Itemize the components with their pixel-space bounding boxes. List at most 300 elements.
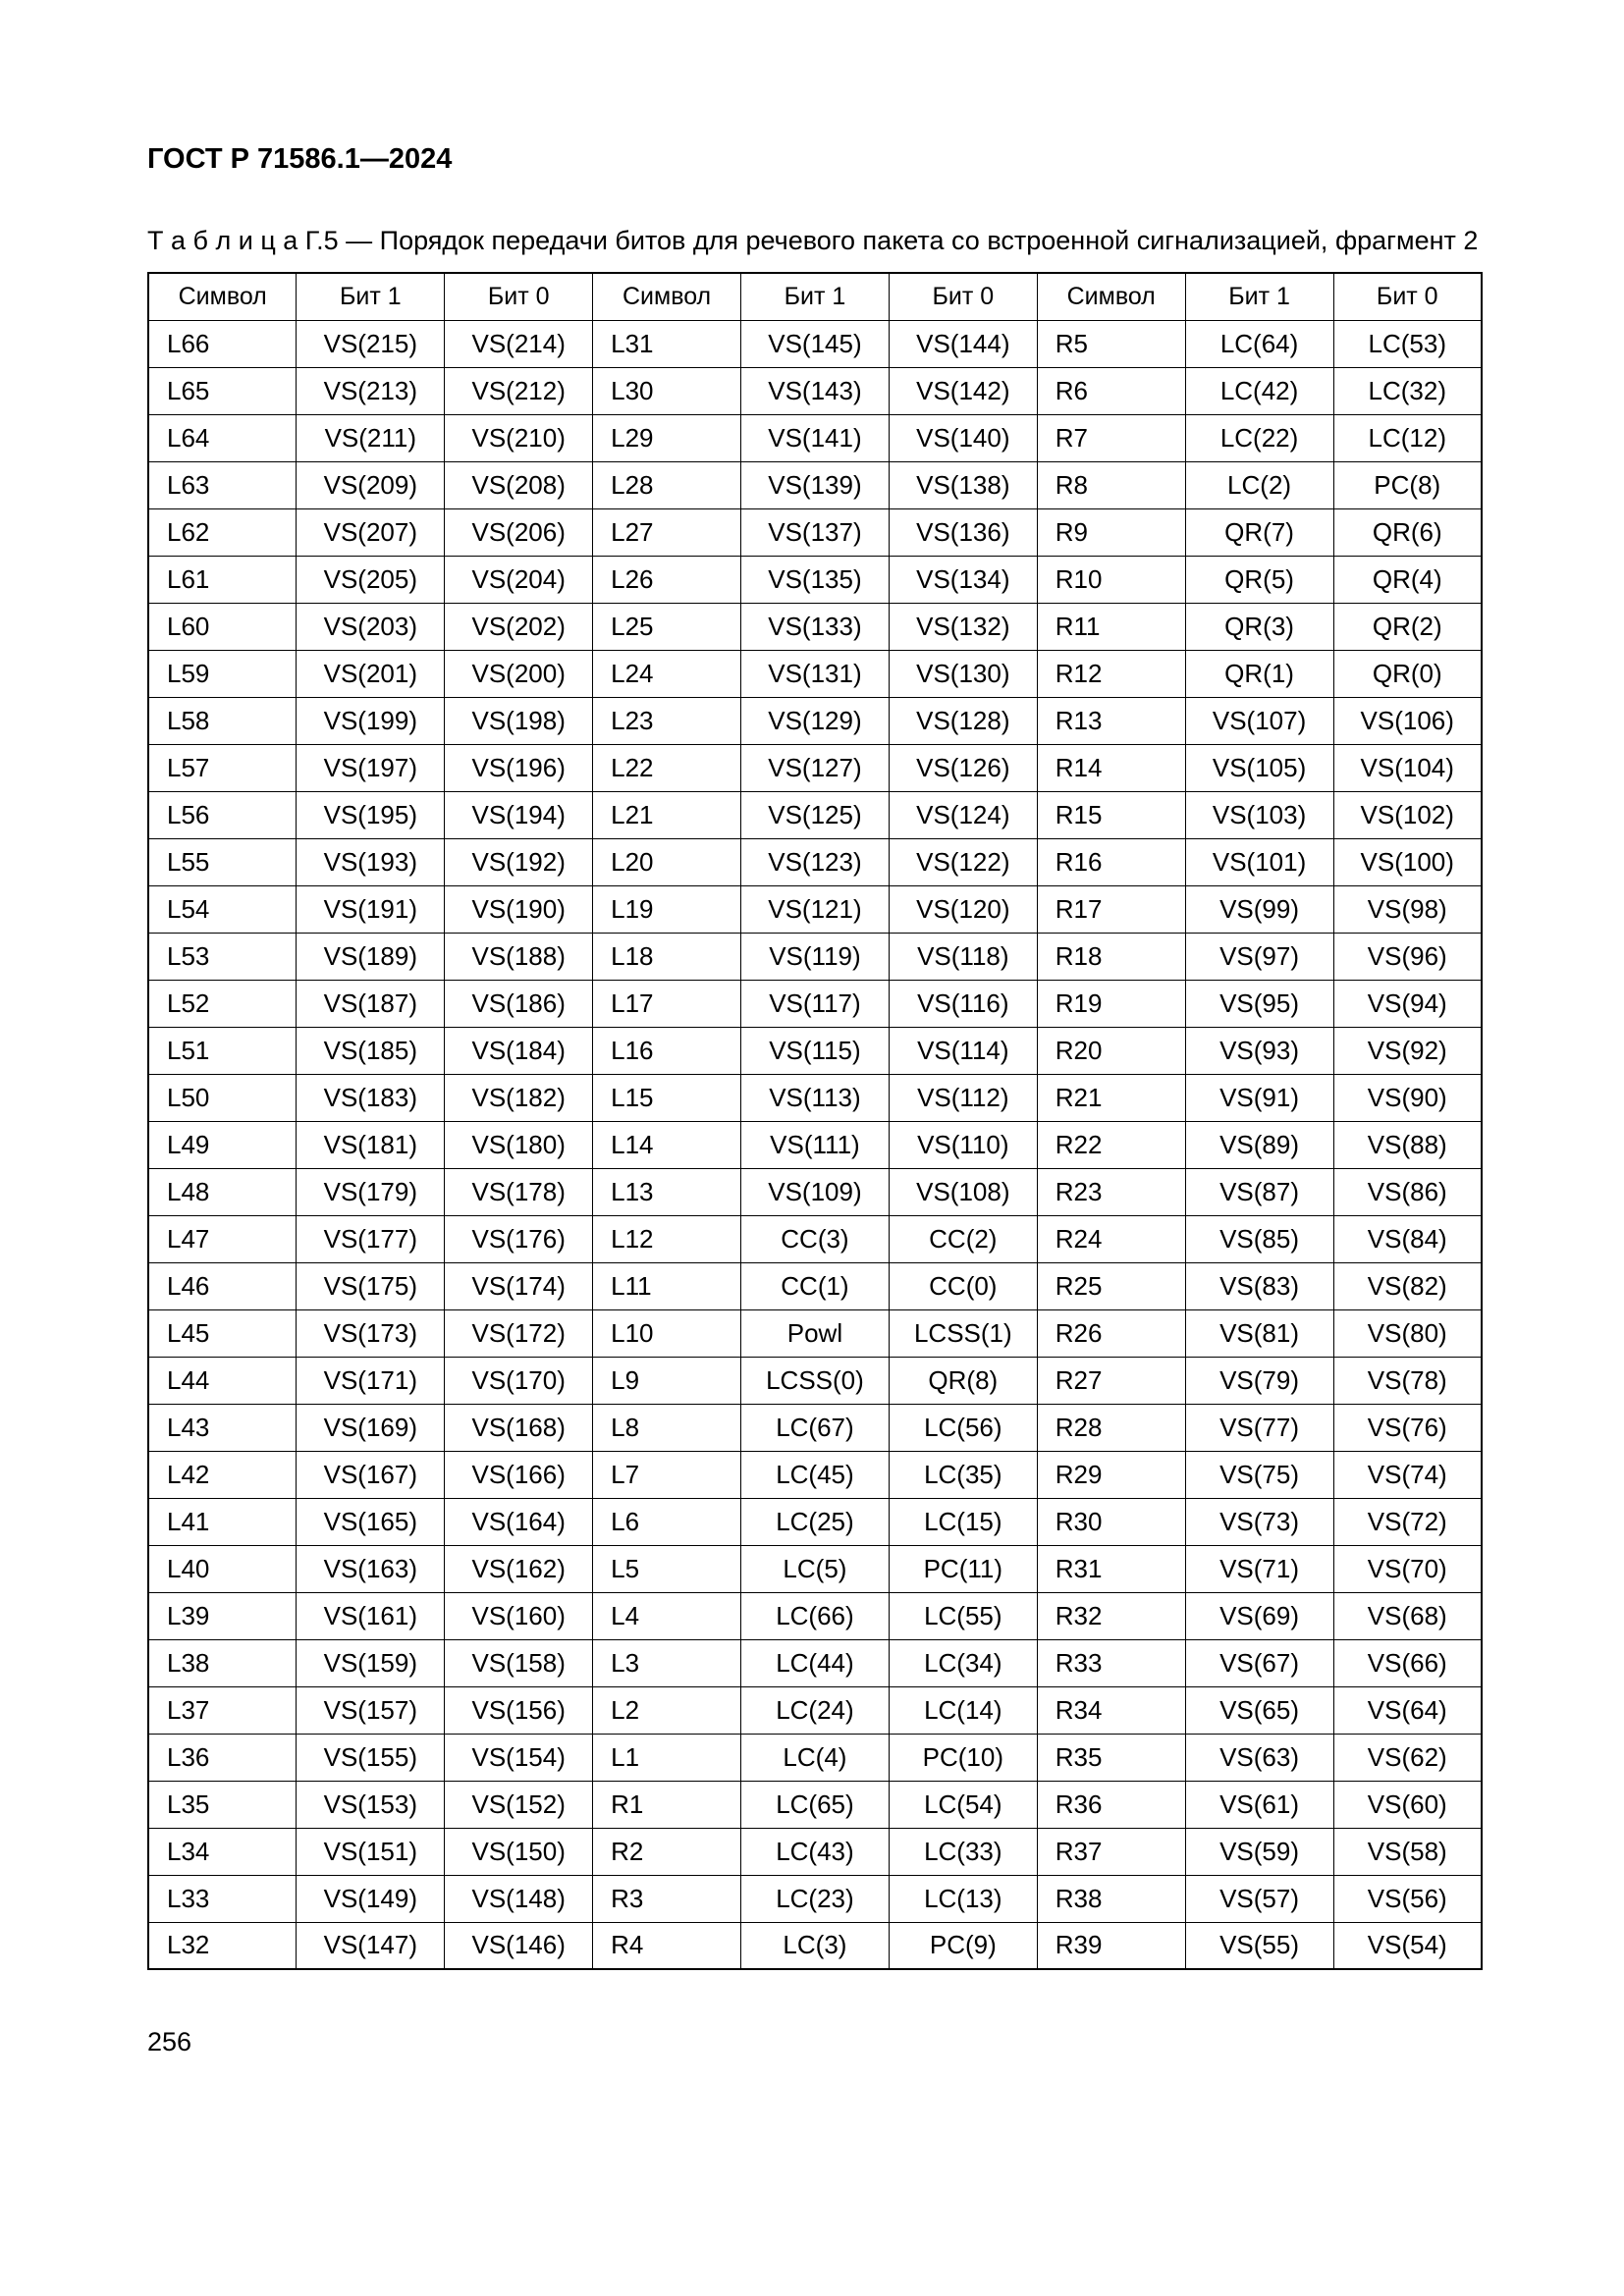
table-row <box>148 603 1482 650</box>
symbol-cell: L66 <box>148 320 297 367</box>
symbol-cell: R39 <box>1037 1922 1185 1969</box>
bit-cell: VS(105) <box>1185 744 1333 791</box>
symbol-cell: R25 <box>1037 1262 1185 1309</box>
bit-cell: VS(65) <box>1185 1686 1333 1734</box>
bit-cell: VS(145) <box>741 320 890 367</box>
bit-cell: VS(157) <box>297 1686 445 1734</box>
symbol-cell: L37 <box>148 1686 297 1734</box>
bit-cell: VS(171) <box>297 1357 445 1404</box>
symbol-cell: L33 <box>148 1875 297 1922</box>
bit-cell: VS(78) <box>1333 1357 1482 1404</box>
bit-cell: LC(66) <box>741 1592 890 1639</box>
bit-cell: VS(114) <box>889 1027 1037 1074</box>
bit-cell: VS(150) <box>445 1828 593 1875</box>
bit-cell: VS(75) <box>1185 1451 1333 1498</box>
bit-cell: LC(43) <box>741 1828 890 1875</box>
bit-cell: VS(73) <box>1185 1498 1333 1545</box>
symbol-cell: L46 <box>148 1262 297 1309</box>
bit-cell: VS(151) <box>297 1828 445 1875</box>
bit-cell: QR(6) <box>1333 508 1482 556</box>
bit-cell: VS(166) <box>445 1451 593 1498</box>
bit-cell: VS(215) <box>297 320 445 367</box>
table-row <box>148 556 1482 603</box>
table-row <box>148 1828 1482 1875</box>
symbol-cell: R22 <box>1037 1121 1185 1168</box>
table-row <box>148 1639 1482 1686</box>
bit-cell: CC(1) <box>741 1262 890 1309</box>
bit-cell: VS(130) <box>889 650 1037 697</box>
bit-cell: VS(146) <box>445 1922 593 1969</box>
bit-cell: VS(120) <box>889 885 1037 933</box>
bit-cell: VS(162) <box>445 1545 593 1592</box>
table-row <box>148 1498 1482 1545</box>
symbol-cell: L31 <box>593 320 741 367</box>
symbol-cell: L21 <box>593 791 741 838</box>
table-row <box>148 320 1482 367</box>
symbol-cell: L10 <box>593 1309 741 1357</box>
symbol-cell: R31 <box>1037 1545 1185 1592</box>
symbol-cell: L16 <box>593 1027 741 1074</box>
bit-cell: VS(84) <box>1333 1215 1482 1262</box>
symbol-cell: R33 <box>1037 1639 1185 1686</box>
bit-cell: VS(61) <box>1185 1781 1333 1828</box>
bit-cell: VS(66) <box>1333 1639 1482 1686</box>
symbol-cell: L17 <box>593 980 741 1027</box>
bit-cell: VS(135) <box>741 556 890 603</box>
symbol-cell: L11 <box>593 1262 741 1309</box>
bit-cell: VS(191) <box>297 885 445 933</box>
bit-cell: VS(57) <box>1185 1875 1333 1922</box>
bit-cell: VS(211) <box>297 414 445 461</box>
bit-cell: VS(103) <box>1185 791 1333 838</box>
bit-cell: VS(129) <box>741 697 890 744</box>
bit-cell: VS(192) <box>445 838 593 885</box>
symbol-cell: L39 <box>148 1592 297 1639</box>
bit-cell: LC(5) <box>741 1545 890 1592</box>
bit-cell: PC(10) <box>889 1734 1037 1781</box>
bit-cell: VS(104) <box>1333 744 1482 791</box>
bit-cell: VS(198) <box>445 697 593 744</box>
bit-cell: LCSS(0) <box>741 1357 890 1404</box>
bit-cell: LC(45) <box>741 1451 890 1498</box>
bit-cell: VS(168) <box>445 1404 593 1451</box>
column-header: Бит 0 <box>445 273 593 320</box>
symbol-cell: L54 <box>148 885 297 933</box>
table-row <box>148 414 1482 461</box>
bit-cell: VS(180) <box>445 1121 593 1168</box>
symbol-cell: L2 <box>593 1686 741 1734</box>
symbol-cell: L47 <box>148 1215 297 1262</box>
bit-cell: VS(182) <box>445 1074 593 1121</box>
bit-cell: VS(206) <box>445 508 593 556</box>
bit-cell: VS(87) <box>1185 1168 1333 1215</box>
column-header: Бит 0 <box>1333 273 1482 320</box>
bit-cell: VS(126) <box>889 744 1037 791</box>
symbol-cell: L32 <box>148 1922 297 1969</box>
symbol-cell: L50 <box>148 1074 297 1121</box>
bit-cell: LC(2) <box>1185 461 1333 508</box>
bit-cell: VS(67) <box>1185 1639 1333 1686</box>
bit-cell: VS(167) <box>297 1451 445 1498</box>
bit-cell: VS(178) <box>445 1168 593 1215</box>
bit-cell: VS(154) <box>445 1734 593 1781</box>
symbol-cell: L41 <box>148 1498 297 1545</box>
symbol-cell: R28 <box>1037 1404 1185 1451</box>
symbol-cell: L1 <box>593 1734 741 1781</box>
bit-cell: VS(128) <box>889 697 1037 744</box>
bit-cell: VS(195) <box>297 791 445 838</box>
bit-cell: LC(64) <box>1185 320 1333 367</box>
bit-cell: VS(63) <box>1185 1734 1333 1781</box>
bit-cell: VS(124) <box>889 791 1037 838</box>
symbol-cell: R16 <box>1037 838 1185 885</box>
symbol-cell: R37 <box>1037 1828 1185 1875</box>
symbol-cell: R19 <box>1037 980 1185 1027</box>
bit-cell: VS(108) <box>889 1168 1037 1215</box>
bit-cell: VS(69) <box>1185 1592 1333 1639</box>
bit-cell: VS(92) <box>1333 1027 1482 1074</box>
bit-cell: QR(4) <box>1333 556 1482 603</box>
bit-cell: VS(173) <box>297 1309 445 1357</box>
bit-cell: LC(12) <box>1333 414 1482 461</box>
table-row <box>148 461 1482 508</box>
bit-cell: VS(115) <box>741 1027 890 1074</box>
symbol-cell: L14 <box>593 1121 741 1168</box>
bit-cell: LC(56) <box>889 1404 1037 1451</box>
bit-cell: VS(134) <box>889 556 1037 603</box>
table-row <box>148 838 1482 885</box>
symbol-cell: L59 <box>148 650 297 697</box>
bit-cell: VS(164) <box>445 1498 593 1545</box>
bit-cell: VS(143) <box>741 367 890 414</box>
bit-cell: VS(101) <box>1185 838 1333 885</box>
symbol-cell: R34 <box>1037 1686 1185 1734</box>
bit-cell: VS(200) <box>445 650 593 697</box>
bit-cell: VS(123) <box>741 838 890 885</box>
column-header: Бит 1 <box>741 273 890 320</box>
bit-cell: VS(159) <box>297 1639 445 1686</box>
symbol-cell: L45 <box>148 1309 297 1357</box>
symbol-cell: R24 <box>1037 1215 1185 1262</box>
symbol-cell: L8 <box>593 1404 741 1451</box>
table-row <box>148 1074 1482 1121</box>
symbol-cell: R38 <box>1037 1875 1185 1922</box>
bit-cell: VS(55) <box>1185 1922 1333 1969</box>
column-header: Символ <box>593 273 741 320</box>
bit-cell: LC(44) <box>741 1639 890 1686</box>
bit-cell: VS(113) <box>741 1074 890 1121</box>
bit-cell: VS(141) <box>741 414 890 461</box>
symbol-cell: L13 <box>593 1168 741 1215</box>
bit-cell: VS(127) <box>741 744 890 791</box>
bit-cell: VS(186) <box>445 980 593 1027</box>
bit-cell: LC(55) <box>889 1592 1037 1639</box>
table-row <box>148 1168 1482 1215</box>
bit-cell: QR(3) <box>1185 603 1333 650</box>
bit-cell: VS(172) <box>445 1309 593 1357</box>
bit-cell: VS(81) <box>1185 1309 1333 1357</box>
symbol-cell: L27 <box>593 508 741 556</box>
symbol-cell: L30 <box>593 367 741 414</box>
bit-cell: VS(183) <box>297 1074 445 1121</box>
bit-cell: LC(24) <box>741 1686 890 1734</box>
symbol-cell: L20 <box>593 838 741 885</box>
bit-cell: VS(177) <box>297 1215 445 1262</box>
bit-cell: VS(142) <box>889 367 1037 414</box>
bit-cell: VS(188) <box>445 933 593 980</box>
symbol-cell: R26 <box>1037 1309 1185 1357</box>
table-row <box>148 1592 1482 1639</box>
bit-cell: VS(204) <box>445 556 593 603</box>
bit-cell: LC(53) <box>1333 320 1482 367</box>
bit-cell: LC(22) <box>1185 414 1333 461</box>
bit-cell: VS(93) <box>1185 1027 1333 1074</box>
bit-cell: QR(7) <box>1185 508 1333 556</box>
bit-cell: VS(179) <box>297 1168 445 1215</box>
bit-cell: VS(60) <box>1333 1781 1482 1828</box>
bit-cell: VS(136) <box>889 508 1037 556</box>
table-row <box>148 1922 1482 1969</box>
symbol-cell: R10 <box>1037 556 1185 603</box>
symbol-cell: L42 <box>148 1451 297 1498</box>
bit-cell: VS(152) <box>445 1781 593 1828</box>
bit-cell: VS(100) <box>1333 838 1482 885</box>
symbol-cell: L51 <box>148 1027 297 1074</box>
symbol-cell: L52 <box>148 980 297 1027</box>
bit-cell: VS(96) <box>1333 933 1482 980</box>
bit-cell: VS(94) <box>1333 980 1482 1027</box>
symbol-cell: R18 <box>1037 933 1185 980</box>
bit-cell: LC(4) <box>741 1734 890 1781</box>
bit-cell: VS(110) <box>889 1121 1037 1168</box>
bit-cell: LCSS(1) <box>889 1309 1037 1357</box>
symbol-cell: R3 <box>593 1875 741 1922</box>
bit-cell: VS(68) <box>1333 1592 1482 1639</box>
bit-cell: VS(131) <box>741 650 890 697</box>
symbol-cell: R35 <box>1037 1734 1185 1781</box>
bit-cell: VS(163) <box>297 1545 445 1592</box>
bit-cell: LC(67) <box>741 1404 890 1451</box>
bit-cell: LC(42) <box>1185 367 1333 414</box>
bit-cell: LC(14) <box>889 1686 1037 1734</box>
symbol-cell: R30 <box>1037 1498 1185 1545</box>
bit-cell: LC(65) <box>741 1781 890 1828</box>
bit-cell: VS(74) <box>1333 1451 1482 1498</box>
symbol-cell: L25 <box>593 603 741 650</box>
bit-cell: VS(133) <box>741 603 890 650</box>
bit-cell: VS(193) <box>297 838 445 885</box>
symbol-cell: L56 <box>148 791 297 838</box>
symbol-cell: L29 <box>593 414 741 461</box>
bit-cell: VS(202) <box>445 603 593 650</box>
table-caption <box>147 225 1483 256</box>
table-row <box>148 1027 1482 1074</box>
bit-cell: VS(207) <box>297 508 445 556</box>
symbol-cell: L65 <box>148 367 297 414</box>
bit-cell: VS(213) <box>297 367 445 414</box>
symbol-cell: R4 <box>593 1922 741 1969</box>
symbol-cell: R8 <box>1037 461 1185 508</box>
column-header: Бит 0 <box>889 273 1037 320</box>
bit-cell: VS(88) <box>1333 1121 1482 1168</box>
bit-cell: QR(5) <box>1185 556 1333 603</box>
symbol-cell: L57 <box>148 744 297 791</box>
table-row <box>148 1451 1482 1498</box>
bit-cell: VS(85) <box>1185 1215 1333 1262</box>
bit-cell: CC(0) <box>889 1262 1037 1309</box>
table-row <box>148 508 1482 556</box>
symbol-cell: R9 <box>1037 508 1185 556</box>
table-row <box>148 1686 1482 1734</box>
column-header: Бит 1 <box>297 273 445 320</box>
bit-cell: VS(153) <box>297 1781 445 1828</box>
table-row <box>148 697 1482 744</box>
symbol-cell: L23 <box>593 697 741 744</box>
bit-cell: PC(9) <box>889 1922 1037 1969</box>
symbol-cell: L5 <box>593 1545 741 1592</box>
bit-cell: VS(148) <box>445 1875 593 1922</box>
bit-cell: VS(98) <box>1333 885 1482 933</box>
bit-cell: QR(0) <box>1333 650 1482 697</box>
symbol-cell: L60 <box>148 603 297 650</box>
bit-cell: VS(71) <box>1185 1545 1333 1592</box>
bit-cell: VS(99) <box>1185 885 1333 933</box>
symbol-cell: L3 <box>593 1639 741 1686</box>
bit-cell: VS(187) <box>297 980 445 1027</box>
bit-cell: VS(169) <box>297 1404 445 1451</box>
table-row <box>148 1215 1482 1262</box>
bit-cell: QR(2) <box>1333 603 1482 650</box>
bit-cell: PC(11) <box>889 1545 1037 1592</box>
table-row <box>148 1545 1482 1592</box>
symbol-cell: L12 <box>593 1215 741 1262</box>
bit-cell: VS(116) <box>889 980 1037 1027</box>
bit-cell: VS(181) <box>297 1121 445 1168</box>
bit-cell: VS(144) <box>889 320 1037 367</box>
document-header: ГОСТ Р 71586.1—2024 <box>147 143 453 175</box>
bit-cell: VS(89) <box>1185 1121 1333 1168</box>
bit-cell: LC(32) <box>1333 367 1482 414</box>
bit-cell: CC(3) <box>741 1215 890 1262</box>
symbol-cell: L44 <box>148 1357 297 1404</box>
symbol-cell: L26 <box>593 556 741 603</box>
bit-cell: VS(121) <box>741 885 890 933</box>
bit-cell: VS(76) <box>1333 1404 1482 1451</box>
bit-cell: VS(165) <box>297 1498 445 1545</box>
bit-cell: LC(54) <box>889 1781 1037 1828</box>
bit-cell: VS(64) <box>1333 1686 1482 1734</box>
bit-cell: VS(83) <box>1185 1262 1333 1309</box>
symbol-cell: L58 <box>148 697 297 744</box>
bit-cell: VS(118) <box>889 933 1037 980</box>
bit-cell: LC(35) <box>889 1451 1037 1498</box>
table-body <box>148 320 1482 1969</box>
symbol-cell: L49 <box>148 1121 297 1168</box>
bit-cell: VS(185) <box>297 1027 445 1074</box>
symbol-cell: L19 <box>593 885 741 933</box>
bit-cell: VS(62) <box>1333 1734 1482 1781</box>
table-row <box>148 650 1482 697</box>
symbol-cell: R6 <box>1037 367 1185 414</box>
bit-cell: VS(70) <box>1333 1545 1482 1592</box>
symbol-cell: R14 <box>1037 744 1185 791</box>
bit-cell: VS(139) <box>741 461 890 508</box>
bit-cell: VS(176) <box>445 1215 593 1262</box>
bit-cell: VS(90) <box>1333 1074 1482 1121</box>
bit-cell: VS(82) <box>1333 1262 1482 1309</box>
bit-cell: LC(13) <box>889 1875 1037 1922</box>
table-header-row <box>148 273 1482 320</box>
bit-cell: VS(210) <box>445 414 593 461</box>
symbol-cell: R21 <box>1037 1074 1185 1121</box>
bit-cell: VS(184) <box>445 1027 593 1074</box>
bit-cell: VS(205) <box>297 556 445 603</box>
bit-cell: VS(111) <box>741 1121 890 1168</box>
page-number: 256 <box>147 2027 192 2056</box>
bit-cell: VS(161) <box>297 1592 445 1639</box>
symbol-cell: L48 <box>148 1168 297 1215</box>
symbol-cell: L43 <box>148 1404 297 1451</box>
bit-cell: LC(23) <box>741 1875 890 1922</box>
symbol-cell: R13 <box>1037 697 1185 744</box>
table-row <box>148 1781 1482 1828</box>
bit-cell: VS(112) <box>889 1074 1037 1121</box>
bit-cell: VS(122) <box>889 838 1037 885</box>
bit-cell: LC(34) <box>889 1639 1037 1686</box>
symbol-cell: R23 <box>1037 1168 1185 1215</box>
symbol-cell: L24 <box>593 650 741 697</box>
table-row <box>148 1404 1482 1451</box>
bit-cell: LC(33) <box>889 1828 1037 1875</box>
symbol-cell: R11 <box>1037 603 1185 650</box>
bit-cell: VS(147) <box>297 1922 445 1969</box>
table-row <box>148 1734 1482 1781</box>
bit-cell: QR(1) <box>1185 650 1333 697</box>
bit-cell: VS(91) <box>1185 1074 1333 1121</box>
bit-cell: VS(56) <box>1333 1875 1482 1922</box>
symbol-cell: L34 <box>148 1828 297 1875</box>
symbol-cell: L22 <box>593 744 741 791</box>
table-row <box>148 367 1482 414</box>
bit-cell: VS(72) <box>1333 1498 1482 1545</box>
table-caption-text: — Порядок передачи битов для речевого пакета со встроенной сигнализацией, фрагмент 2 <box>338 226 1479 255</box>
symbol-cell: R1 <box>593 1781 741 1828</box>
table-row <box>148 1309 1482 1357</box>
bit-cell: VS(102) <box>1333 791 1482 838</box>
symbol-cell: L28 <box>593 461 741 508</box>
table-row <box>148 1357 1482 1404</box>
symbol-cell: L38 <box>148 1639 297 1686</box>
symbol-cell: R36 <box>1037 1781 1185 1828</box>
symbol-cell: R2 <box>593 1828 741 1875</box>
bit-cell: LC(25) <box>741 1498 890 1545</box>
bit-cell: VS(97) <box>1185 933 1333 980</box>
bit-cell: VS(107) <box>1185 697 1333 744</box>
bit-cell: VS(155) <box>297 1734 445 1781</box>
bit-cell: CC(2) <box>889 1215 1037 1262</box>
bit-cell: VS(125) <box>741 791 890 838</box>
table-head <box>148 273 1482 320</box>
symbol-cell: L55 <box>148 838 297 885</box>
bit-cell: VS(138) <box>889 461 1037 508</box>
symbol-cell: L36 <box>148 1734 297 1781</box>
column-header: Бит 1 <box>1185 273 1333 320</box>
symbol-cell: R20 <box>1037 1027 1185 1074</box>
bit-cell: VS(170) <box>445 1357 593 1404</box>
symbol-cell: R5 <box>1037 320 1185 367</box>
bit-cell: VS(190) <box>445 885 593 933</box>
bit-cell: VS(86) <box>1333 1168 1482 1215</box>
